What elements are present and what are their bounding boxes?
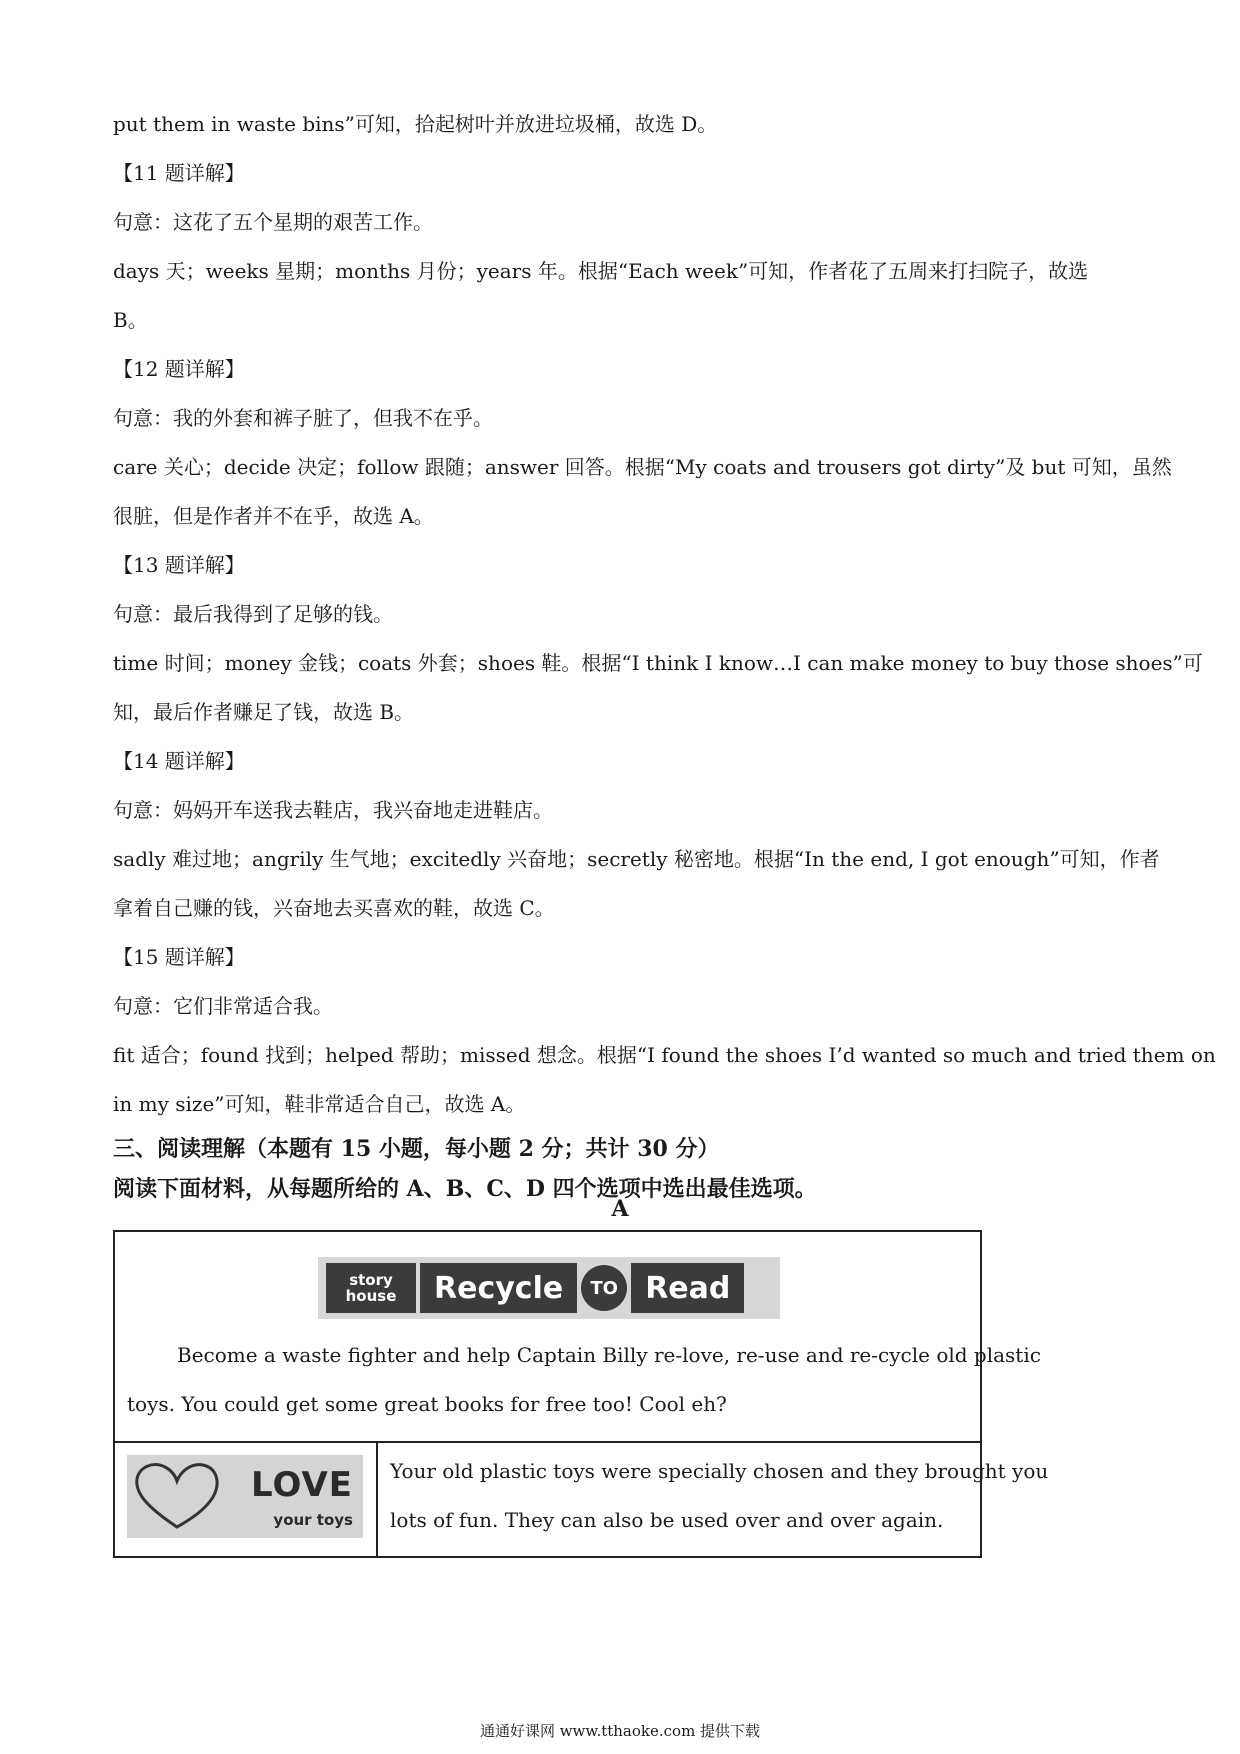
love-subtitle: your toys bbox=[273, 1511, 353, 1529]
love-your-toys-image bbox=[127, 1455, 363, 1538]
text-line: 句意：最后我得到了足够的钱。 bbox=[113, 602, 393, 626]
question-heading: 【12 题详解】 bbox=[113, 357, 245, 381]
passage-a-table bbox=[113, 1230, 1049, 1558]
love-image-cell bbox=[115, 1443, 378, 1556]
logo-story-text: story bbox=[349, 1271, 393, 1289]
love-text-cell bbox=[378, 1443, 1049, 1556]
logo-read-text: Read bbox=[631, 1263, 744, 1313]
story-house-logo bbox=[326, 1263, 416, 1313]
recycle-to-read-logo bbox=[318, 1257, 780, 1319]
text-line: B。 bbox=[113, 308, 148, 332]
text-line: 句意：它们非常适合我。 bbox=[113, 994, 333, 1018]
love-text-line: lots of fun. They can also be used over and over again. bbox=[390, 1508, 944, 1532]
text-line: time 时间；money 金钱；coats 外套；shoes 鞋。根据“I think I know…I can make money to buy those shoes”可 bbox=[113, 651, 1203, 675]
intro-text-line: Become a waste fighter and help Captain Billy re-love, re-use and re-cycle old plastic bbox=[177, 1343, 1041, 1367]
intro-text-line: toys. You could get some great books for free too! Cool eh? bbox=[127, 1392, 727, 1416]
text-line: 很脏，但是作者并不在乎，故选 A。 bbox=[113, 504, 434, 528]
text-line: care 关心；decide 决定；follow 跟随；answer 回答。根据“My coats and trousers got dirty”及 but 可知，虽然 bbox=[113, 455, 1172, 479]
text-line: 句意：妈妈开车送我去鞋店，我兴奋地走进鞋店。 bbox=[113, 798, 553, 822]
text-line: fit 适合；found 找到；helped 帮助；missed 想念。根据“I found the shoes I’d wanted so much and tried them on bbox=[113, 1043, 1216, 1067]
section-title: 三、阅读理解（本题有 15 小题，每小题 2 分；共计 30 分） bbox=[113, 1136, 720, 1162]
explanation-text bbox=[113, 100, 1216, 1209]
heart-icon bbox=[127, 1455, 227, 1538]
passage-label: A bbox=[611, 1196, 629, 1222]
text-line: sadly 难过地；angrily 生气地；excitedly 兴奋地；secretly 秘密地。根据“In the end, I got enough”可知，作者 bbox=[113, 847, 1160, 871]
text-line: 知，最后作者赚足了钱，故选 B。 bbox=[113, 700, 415, 724]
page-footer: 通通好课网 www.tthaoke.com 提供下载 bbox=[479, 1722, 761, 1740]
recycle-arrows-icon: TO bbox=[581, 1265, 627, 1311]
logo-recycle-text: Recycle bbox=[420, 1263, 577, 1313]
question-heading: 【13 题详解】 bbox=[113, 553, 245, 577]
text-line: 句意：这花了五个星期的艰苦工作。 bbox=[113, 210, 433, 234]
text-line: 拿着自己赚的钱，兴奋地去买喜欢的鞋，故选 C。 bbox=[113, 896, 555, 920]
love-word: LOVE bbox=[251, 1465, 353, 1505]
love-row bbox=[115, 1443, 1049, 1556]
text-line: in my size”可知，鞋非常适合自己，故选 A。 bbox=[113, 1092, 526, 1116]
text-line: put them in waste bins”可知，拾起树叶并放进垃圾桶，故选 D。 bbox=[113, 112, 718, 136]
text-line: days 天；weeks 星期；months 月份；years 年。根据“Each week”可知，作者花了五周来打扫院子，故选 bbox=[113, 259, 1089, 283]
section-instruction: 阅读下面材料，从每题所给的 A、B、C、D 四个选项中选出最佳选项。 bbox=[113, 1176, 817, 1202]
love-text-line: Your old plastic toys were specially chosen and they brought you bbox=[390, 1459, 1049, 1483]
text-line: 句意：我的外套和裤子脏了，但我不在乎。 bbox=[113, 406, 493, 430]
question-heading: 【14 题详解】 bbox=[113, 749, 245, 773]
question-heading: 【15 题详解】 bbox=[113, 945, 245, 969]
intro-row bbox=[115, 1232, 1041, 1443]
logo-house-text: house bbox=[345, 1287, 397, 1305]
question-heading: 【11 题详解】 bbox=[113, 161, 245, 185]
